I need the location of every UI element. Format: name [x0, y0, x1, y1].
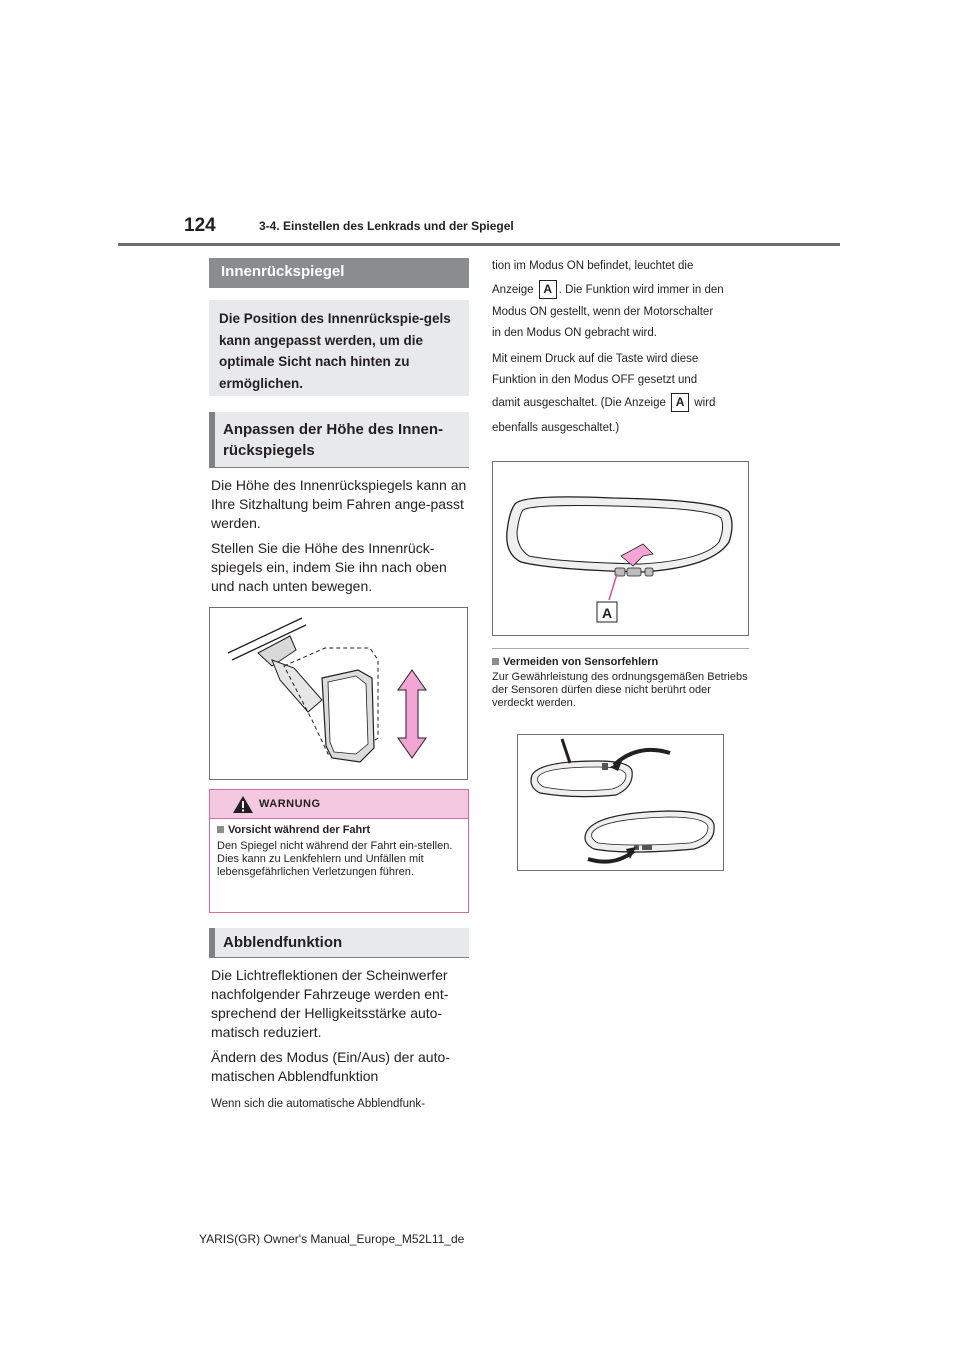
right-column-text — [492, 256, 752, 438]
mirror-indicator-figure — [492, 461, 749, 636]
antiglare-p3: Wenn sich die automatische Abblendfunk- — [211, 1098, 425, 1110]
right-line-5: Mit einem Druck auf die Taste wird diese — [492, 353, 699, 365]
right-line-3: Modus ON gestellt, wenn der Motorschalter — [492, 306, 714, 318]
antiglare-heading-box — [209, 928, 469, 958]
intro-text: Die Position des Innenrückspie-gels kann angepasst werden, um die optimale Sicht nach hinten zu ermöglichen. — [219, 311, 451, 391]
header-rule — [118, 243, 840, 246]
mirror-sensor-illustration — [518, 735, 723, 870]
antiglare-p1: Die Lichtreflektionen der Scheinwerfer nachfolgender Fahrzeuge werden ent-sprechend der Helligkeitsstärke auto-matisch reduziert. — [211, 967, 449, 1040]
antiglare-heading: Abblendfunktion — [223, 934, 343, 951]
mirror-sensor-figure — [517, 734, 724, 871]
warning-triangle-icon — [232, 795, 254, 814]
warning-subheading-row — [217, 824, 370, 836]
height-adjust-body — [211, 476, 469, 602]
warning-subheading: Vorsicht während der Fahrt — [228, 824, 371, 836]
right-line-2: Anzeige A . Die Funktion wird immer in den — [492, 280, 752, 301]
antiglare-p2: Ändern des Modus (Ein/Aus) der auto-matischen Abblendfunktion — [211, 1049, 450, 1084]
antiglare-body — [211, 966, 469, 1121]
callout-a-label: A — [601, 605, 613, 621]
square-bullet-icon — [492, 658, 499, 665]
section-title-bar — [209, 258, 469, 288]
indicator-a-icon: A — [539, 280, 557, 299]
page-number: 124 — [184, 215, 216, 236]
height-adjust-p2: Stellen Sie die Höhe des Innenrück-spiegels ein, indem Sie ihn nach oben und nach unten bewegen. — [211, 540, 447, 594]
warning-text: Den Spiegel nicht während der Fahrt ein-stellen. Dies kann zu Lenkfehlern und Unfällen mit lebensgefährlichen Verletzungen führen. — [217, 840, 453, 878]
indicator-a-icon: A — [671, 393, 689, 412]
mirror-height-figure — [209, 607, 468, 780]
warning-box — [209, 789, 469, 913]
divider — [492, 648, 749, 649]
section-title: Innenrückspiegel — [221, 263, 345, 280]
warning-label: WARNUNG — [259, 798, 321, 810]
right-line-8: ebenfalls ausgeschaltet.) — [492, 421, 620, 434]
height-adjust-p1: Die Höhe des Innenrückspiegels kann an Ihre Sitzhaltung beim Fahren ange-passt werden. — [211, 477, 467, 531]
mirror-height-illustration — [210, 608, 467, 779]
height-adjust-heading-box — [209, 412, 469, 468]
height-adjust-heading: Anpassen der Höhe des Innen-rückspiegels — [223, 421, 444, 459]
right-line-6: Funktion in den Modus OFF gesetzt und — [492, 373, 698, 386]
mirror-indicator-illustration — [493, 462, 748, 635]
right-line-1: tion im Modus ON befindet, leuchtet die — [492, 260, 694, 272]
right-line-4: in den Modus ON gebracht wird. — [492, 326, 657, 339]
sensor-text: Zur Gewährleistung des ordnungsgemäßen Betriebs der Sensoren dürfen diese nicht berührt oder verdeckt werden. — [492, 671, 748, 709]
chapter-title: 3-4. Einstellen des Lenkrads und der Spiegel — [259, 219, 514, 233]
footer-text: YARIS(GR) Owner's Manual_Europe_M52L11_de — [199, 1232, 465, 1246]
sensor-heading-row — [492, 656, 750, 668]
intro-box — [209, 300, 469, 396]
sensor-note — [492, 656, 750, 710]
warning-header — [210, 790, 468, 819]
square-bullet-icon — [217, 826, 224, 833]
sensor-heading: Vermeiden von Sensorfehlern — [503, 656, 659, 668]
up-down-arrow — [398, 670, 426, 758]
right-line-7: damit ausgeschaltet. (Die Anzeige A wird — [492, 393, 752, 414]
